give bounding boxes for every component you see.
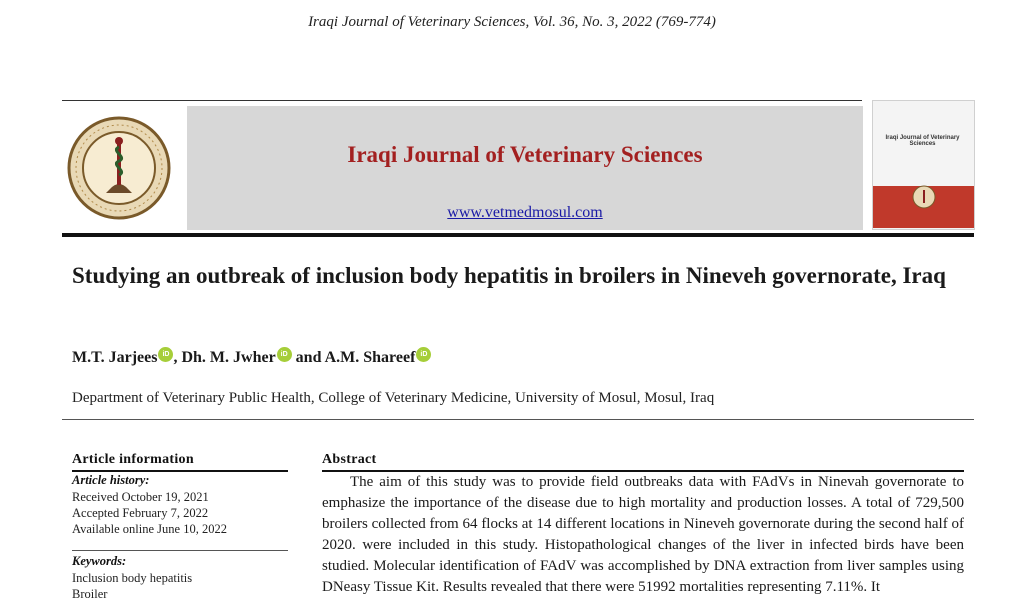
author-name: M.T. Jarjees	[72, 349, 158, 366]
abstract-heading: Abstract	[322, 452, 377, 467]
keywords-divider	[72, 550, 288, 551]
accepted-date: Accepted February 7, 2022	[72, 506, 209, 520]
cover-logo-icon	[912, 185, 936, 214]
section-divider	[62, 419, 974, 420]
article-title: Studying an outbreak of inclusion body hepatitis in broilers in Nineveh governorate, Iraq	[72, 263, 946, 288]
author-separator: ,	[173, 349, 182, 366]
article-info-heading: Article information	[72, 452, 194, 467]
affiliation: Department of Veterinary Public Health, College of Veterinary Medicine, University of Mosul, Mosul, Iraq	[72, 390, 715, 406]
article-history-label: Article history:	[72, 473, 150, 487]
header-thick-divider	[62, 233, 974, 237]
top-divider	[62, 100, 862, 101]
keyword-item: Broiler	[72, 587, 108, 601]
author-name: A.M. Shareef	[324, 349, 416, 366]
article-info-rule	[72, 470, 288, 472]
journal-url-link[interactable]: www.vetmedmosul.com	[447, 204, 603, 221]
orcid-icon[interactable]: iD	[158, 347, 173, 362]
available-date: Available online June 10, 2022	[72, 522, 227, 536]
author-separator: and	[291, 349, 325, 366]
keyword-list	[72, 570, 192, 602]
cover-title: Iraqi Journal of Veterinary Sciences	[885, 135, 960, 147]
abstract-text: The aim of this study was to provide field outbreaks data with FAdVs in Ninevah governorate to emphasize the importance of the disease due to high mortality and production losses. A total of 729,500 broilers collected from 64 flocks at 14 different locations in Nineveh governorate during the second half of 2020. were included in this study. Histopathological changes of the liver in infected birds have been studied. Molecular identification of FAdV was accomplished by DNA extraction from liver samples using DNeasy Tissue Kit. Results revealed that there were 51992 mortalities representing 7.11%. It	[322, 474, 964, 595]
journal-logo-icon	[66, 115, 172, 221]
article-history	[72, 489, 227, 537]
keyword-item: Inclusion body hepatitis	[72, 571, 193, 585]
orcid-icon[interactable]: iD	[277, 347, 292, 362]
author-name: Dh. M. Jwher	[181, 349, 276, 366]
author-list	[72, 347, 431, 367]
keywords-label: Keywords:	[72, 554, 127, 568]
journal-title: Iraqi Journal of Veterinary Sciences	[347, 142, 703, 167]
received-date: Received October 19, 2021	[72, 490, 209, 504]
orcid-icon[interactable]: iD	[416, 347, 431, 362]
running-head: Iraqi Journal of Veterinary Sciences, Vol. 36, No. 3, 2022 (769-774)	[308, 14, 716, 30]
